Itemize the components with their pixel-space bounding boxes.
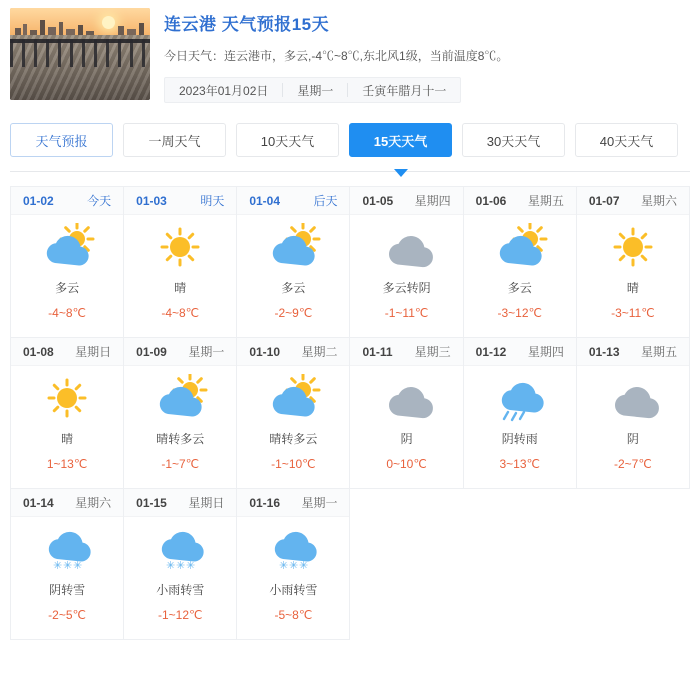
day-header — [577, 187, 689, 215]
forecast-day-cell[interactable] — [577, 338, 690, 489]
city-photo — [10, 8, 150, 100]
sunny-icon — [39, 374, 95, 424]
weather-description: 阴转雨 — [501, 432, 538, 446]
day-header — [577, 338, 689, 366]
page-title: 连云港 天气预报15天 — [164, 15, 330, 34]
weather-icon-wrap — [152, 219, 208, 277]
temperature-range: -3~11℃ — [611, 306, 655, 320]
tab-label: 15天天气 — [373, 133, 428, 149]
day-date: 01-05 — [362, 193, 394, 208]
weather-icon-wrap — [39, 370, 95, 428]
day-header — [237, 338, 349, 366]
day-header — [350, 338, 462, 366]
svg-text:✳: ✳ — [73, 560, 83, 572]
day-date: 01-09 — [136, 344, 167, 359]
weather-description: 小雨转雪 — [269, 583, 318, 597]
day-header — [124, 187, 236, 215]
today-summary: 今日天气：连云港市，多云,-4℃~8℃,东北风1级，当前温度8℃。 — [164, 49, 509, 63]
temperature-range: 3~13℃ — [499, 457, 540, 471]
weather-description: 多云转阴 — [382, 281, 431, 295]
grid-filler — [464, 489, 577, 640]
forecast-day-cell[interactable] — [350, 187, 463, 338]
temperature-range: -5~8℃ — [274, 608, 313, 622]
weather-icon-wrap — [152, 521, 208, 579]
weather-description: 多云 — [281, 281, 306, 295]
day-date: 01-07 — [588, 193, 620, 208]
tab-4[interactable] — [462, 123, 565, 157]
day-weekday: 今天 — [87, 194, 112, 208]
page-header — [0, 0, 700, 103]
forecast-day-cell[interactable] — [11, 187, 124, 338]
day-header — [464, 338, 576, 366]
date-bar — [164, 77, 461, 103]
day-date: 01-10 — [249, 344, 281, 359]
weather-description: 小雨转雪 — [156, 583, 205, 597]
day-header — [237, 489, 349, 517]
day-header — [124, 489, 236, 517]
partly-cloudy-icon — [265, 374, 321, 424]
day-header — [237, 187, 349, 215]
weather-description: 阴转雪 — [49, 583, 86, 597]
tab-0[interactable] — [10, 123, 113, 157]
day-date: 01-12 — [475, 344, 507, 359]
partly-cloudy-icon — [39, 223, 95, 273]
day-weekday: 星期一 — [188, 345, 225, 359]
day-header — [11, 338, 123, 366]
partly-cloudy-icon — [152, 374, 208, 424]
weather-description: 阴 — [400, 432, 413, 446]
day-header — [11, 187, 123, 215]
weekday-value: 星期一 — [297, 83, 334, 98]
svg-text:✳: ✳ — [289, 560, 299, 572]
day-header — [464, 187, 576, 215]
svg-text:✳: ✳ — [53, 560, 63, 572]
partly-cloudy-icon — [265, 223, 321, 273]
day-weekday: 星期四 — [414, 194, 451, 208]
tab-label: 40天天气 — [599, 133, 654, 149]
temperature-range: 0~10℃ — [386, 457, 427, 471]
forecast-day-cell[interactable] — [464, 187, 577, 338]
temperature-range: 1~13℃ — [46, 457, 88, 471]
day-header — [11, 489, 123, 517]
tab-label: 10天天气 — [260, 133, 315, 149]
svg-text:✳: ✳ — [176, 560, 186, 572]
weather-icon-wrap — [379, 370, 435, 428]
day-weekday: 后天 — [313, 194, 338, 208]
day-weekday: 星期四 — [527, 345, 564, 359]
snow-icon — [265, 525, 321, 575]
day-weekday: 星期五 — [640, 345, 677, 359]
forecast-day-cell[interactable] — [124, 489, 237, 640]
day-date: 01-04 — [249, 193, 281, 208]
date-value: 2023年01月02日 — [179, 83, 269, 98]
cloudy-icon — [379, 223, 435, 273]
day-date: 01-03 — [136, 193, 167, 208]
weather-icon-wrap — [265, 521, 321, 579]
svg-text:✳: ✳ — [166, 560, 176, 572]
day-weekday: 星期一 — [301, 496, 338, 510]
temperature-range: -1~10℃ — [271, 457, 316, 471]
weather-description: 多云 — [507, 281, 532, 295]
svg-text:✳: ✳ — [63, 560, 73, 572]
tab-2[interactable] — [236, 123, 339, 157]
weather-description: 晴 — [174, 281, 187, 295]
day-weekday: 星期二 — [301, 345, 338, 359]
temperature-range: -1~11℃ — [384, 306, 429, 320]
weather-icon-wrap — [265, 219, 321, 277]
day-weekday: 星期日 — [188, 496, 225, 510]
tab-label: 天气预报 — [35, 133, 88, 149]
day-header — [124, 338, 236, 366]
weather-icon-wrap — [39, 219, 95, 277]
svg-text:✳: ✳ — [186, 560, 196, 572]
weather-icon-wrap — [39, 521, 95, 579]
temperature-range: -2~9℃ — [274, 306, 313, 320]
grid-filler — [577, 489, 690, 640]
forecast-day-cell[interactable] — [237, 489, 350, 640]
rain-icon — [492, 374, 548, 424]
temperature-range: -2~7℃ — [613, 457, 652, 471]
weather-icon-wrap — [605, 370, 661, 428]
day-weekday: 星期六 — [75, 496, 112, 510]
cloudy-icon — [605, 374, 661, 424]
photo-railing — [10, 39, 150, 67]
forecast-day-cell[interactable] — [464, 338, 577, 489]
forecast-day-cell[interactable] — [124, 187, 237, 338]
weather-description: 晴转多云 — [269, 432, 318, 446]
forecast-day-cell[interactable] — [11, 489, 124, 640]
snow-icon — [152, 525, 208, 575]
forecast-day-cell[interactable] — [124, 338, 237, 489]
weather-description: 晴 — [626, 281, 639, 295]
day-header — [350, 187, 462, 215]
tab-1[interactable] — [123, 123, 226, 157]
day-date: 01-08 — [23, 344, 54, 359]
weather-description: 多云 — [55, 281, 80, 295]
temperature-range: -4~8℃ — [161, 306, 200, 320]
day-weekday: 星期日 — [75, 345, 112, 359]
sunny-icon — [605, 223, 661, 273]
day-date: 01-14 — [23, 495, 54, 510]
svg-text:✳: ✳ — [279, 560, 289, 572]
partly-cloudy-icon — [492, 223, 548, 273]
forecast-grid — [10, 186, 690, 640]
day-date: 01-15 — [136, 495, 167, 510]
weather-icon-wrap — [492, 370, 548, 428]
weather-icon-wrap — [152, 370, 208, 428]
day-weekday: 明天 — [200, 194, 225, 208]
weather-description: 阴 — [626, 432, 639, 446]
tab-label: 一周天气 — [148, 133, 201, 149]
svg-text:✳: ✳ — [299, 560, 309, 572]
forecast-day-cell[interactable] — [11, 338, 124, 489]
weather-icon-wrap — [605, 219, 661, 277]
day-date: 01-16 — [249, 495, 281, 510]
weather-description: 晴转多云 — [156, 432, 205, 446]
day-date: 01-13 — [588, 344, 620, 359]
weather-description: 晴 — [61, 432, 74, 446]
forecast-day-cell[interactable] — [350, 338, 463, 489]
day-date: 01-11 — [362, 344, 393, 359]
temperature-range: -1~7℃ — [161, 457, 200, 471]
header-text-block — [150, 8, 508, 103]
sunny-icon — [152, 223, 208, 273]
day-date: 01-06 — [475, 193, 507, 208]
weather-icon-wrap — [265, 370, 321, 428]
weather-icon-wrap — [492, 219, 548, 277]
grid-filler — [350, 489, 463, 640]
day-date: 01-02 — [23, 193, 54, 208]
temperature-range: -3~12℃ — [497, 306, 542, 320]
weather-icon-wrap — [379, 219, 435, 277]
lunar-value: 壬寅年腊月十一 — [362, 83, 447, 98]
temperature-range: -4~8℃ — [48, 306, 86, 320]
cloudy-icon — [379, 374, 435, 424]
forecast-day-cell[interactable] — [237, 338, 350, 489]
day-weekday: 星期六 — [640, 194, 677, 208]
snow-icon — [39, 525, 95, 575]
forecast-day-cell[interactable] — [237, 187, 350, 338]
day-weekday: 星期三 — [414, 345, 451, 359]
temperature-range: -2~5℃ — [48, 608, 86, 622]
forecast-day-cell[interactable] — [577, 187, 690, 338]
temperature-range: -1~12℃ — [157, 608, 203, 622]
tab-bar — [10, 123, 690, 172]
day-weekday: 星期五 — [527, 194, 564, 208]
tab-3[interactable] — [349, 123, 452, 157]
tab-5[interactable] — [575, 123, 678, 157]
tab-label: 30天天气 — [486, 133, 541, 149]
